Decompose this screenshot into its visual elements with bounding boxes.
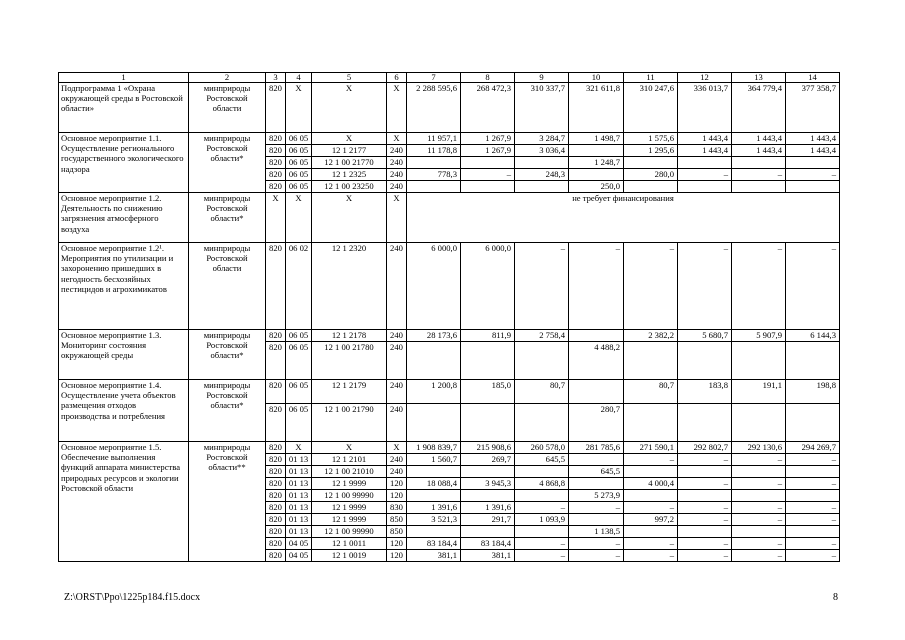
section-code: 06 05 xyxy=(286,145,312,157)
amount-cell xyxy=(407,526,461,538)
amount-cell: – xyxy=(624,502,678,514)
amount-cell: – xyxy=(461,169,515,181)
amount-cell: – xyxy=(786,514,840,526)
amount-cell: – xyxy=(786,169,840,181)
amount-cell xyxy=(678,526,732,538)
block-executor: минприроды Ростовской области* xyxy=(189,380,266,442)
amount-cell: – xyxy=(569,243,624,330)
grbs-code: 820 xyxy=(266,145,286,157)
amount-cell xyxy=(624,404,678,442)
amount-cell xyxy=(407,342,461,380)
expense-type: 240 xyxy=(387,145,407,157)
amount-cell: – xyxy=(569,550,624,562)
amount-cell: – xyxy=(515,550,569,562)
header-cell: 14 xyxy=(786,73,840,83)
amount-cell: – xyxy=(786,478,840,490)
amount-cell: – xyxy=(678,538,732,550)
section-code: 06 05 xyxy=(286,342,312,380)
expense-type: Х xyxy=(387,442,407,454)
table-row xyxy=(59,442,840,454)
amount-cell: 18 088,4 xyxy=(407,478,461,490)
amount-cell xyxy=(786,490,840,502)
table-row xyxy=(59,83,840,133)
expense-type: 240 xyxy=(387,181,407,193)
target-code: 12 1 9999 xyxy=(312,502,387,514)
amount-cell: 294 269,7 xyxy=(786,442,840,454)
header-cell: 1 xyxy=(59,73,189,83)
amount-cell xyxy=(624,157,678,169)
grbs-code: 820 xyxy=(266,490,286,502)
amount-cell xyxy=(678,181,732,193)
expense-type: 850 xyxy=(387,514,407,526)
grbs-code: 820 xyxy=(266,181,286,193)
grbs-code: 820 xyxy=(266,169,286,181)
amount-cell: – xyxy=(515,243,569,330)
grbs-code: 820 xyxy=(266,243,286,330)
amount-cell: 811,9 xyxy=(461,330,515,342)
expense-type: 240 xyxy=(387,404,407,442)
header-cell: 9 xyxy=(515,73,569,83)
expense-type: 240 xyxy=(387,330,407,342)
amount-cell: 321 611,8 xyxy=(569,83,624,133)
section-code: 04 05 xyxy=(286,538,312,550)
header-cell: 11 xyxy=(624,73,678,83)
expense-type: 120 xyxy=(387,478,407,490)
block-executor: минприроды Ростовской области xyxy=(189,83,266,133)
amount-cell: 3 284,7 xyxy=(515,133,569,145)
amount-cell: 381,1 xyxy=(407,550,461,562)
amount-cell: 5 680,7 xyxy=(678,330,732,342)
amount-cell xyxy=(624,490,678,502)
expense-type: 850 xyxy=(387,526,407,538)
amount-cell: 1 443,4 xyxy=(732,133,786,145)
amount-cell: 381,1 xyxy=(461,550,515,562)
amount-cell: 778,3 xyxy=(407,169,461,181)
header-cell: 12 xyxy=(678,73,732,83)
table-body xyxy=(59,73,840,562)
amount-cell: 260 578,0 xyxy=(515,442,569,454)
amount-cell: 1 498,7 xyxy=(569,133,624,145)
amount-cell: 28 173,6 xyxy=(407,330,461,342)
section-code: 01 13 xyxy=(286,514,312,526)
section-code: 01 13 xyxy=(286,466,312,478)
table-row xyxy=(59,330,840,342)
amount-cell: – xyxy=(678,502,732,514)
amount-cell: 280,0 xyxy=(624,169,678,181)
amount-cell xyxy=(732,526,786,538)
amount-cell: – xyxy=(786,454,840,466)
target-code: 12 1 0019 xyxy=(312,550,387,562)
amount-cell: 83 184,4 xyxy=(407,538,461,550)
grbs-code: Х xyxy=(266,193,286,243)
grbs-code: 820 xyxy=(266,502,286,514)
section-code: Х xyxy=(286,193,312,243)
expense-type: Х xyxy=(387,133,407,145)
amount-cell xyxy=(407,466,461,478)
amount-cell: 5 273,9 xyxy=(569,490,624,502)
amount-cell: – xyxy=(678,550,732,562)
amount-cell: 1 391,6 xyxy=(407,502,461,514)
amount-cell xyxy=(461,157,515,169)
amount-cell: 1 443,4 xyxy=(786,133,840,145)
grbs-code: 820 xyxy=(266,157,286,169)
amount-cell xyxy=(515,526,569,538)
target-code: 12 1 00 21780 xyxy=(312,342,387,380)
amount-cell: 1 575,6 xyxy=(624,133,678,145)
header-cell: 6 xyxy=(387,73,407,83)
amount-cell xyxy=(732,342,786,380)
target-code: Х xyxy=(312,83,387,133)
amount-cell xyxy=(786,181,840,193)
amount-cell: 2 758,4 xyxy=(515,330,569,342)
amount-cell xyxy=(461,466,515,478)
amount-cell: 6 144,3 xyxy=(786,330,840,342)
amount-cell: – xyxy=(678,454,732,466)
block-title: Основное мероприятие 1.2. Деятельность по снижению загрязнения атмосферного воздуха xyxy=(59,193,189,243)
amount-cell xyxy=(786,404,840,442)
amount-cell: – xyxy=(732,502,786,514)
amount-cell xyxy=(569,330,624,342)
amount-cell: – xyxy=(786,243,840,330)
target-code: 12 1 2325 xyxy=(312,169,387,181)
section-code: 01 13 xyxy=(286,454,312,466)
block-executor: минприроды Ростовской области xyxy=(189,243,266,330)
header-cell: 4 xyxy=(286,73,312,83)
target-code: 12 1 2178 xyxy=(312,330,387,342)
target-code: 12 1 2179 xyxy=(312,380,387,404)
amount-cell xyxy=(515,466,569,478)
block-executor: минприроды Ростовской области* xyxy=(189,330,266,380)
amount-cell xyxy=(732,466,786,478)
amount-cell: – xyxy=(732,538,786,550)
amount-cell: 292 802,7 xyxy=(678,442,732,454)
amount-cell: – xyxy=(678,169,732,181)
amount-cell: – xyxy=(515,538,569,550)
target-code: 12 1 00 21770 xyxy=(312,157,387,169)
section-code: 01 13 xyxy=(286,490,312,502)
expense-type: 240 xyxy=(387,466,407,478)
amount-cell xyxy=(732,404,786,442)
amount-cell: – xyxy=(678,514,732,526)
block-title: Основное мероприятие 1.3. Мониторинг состояния окружающей среды xyxy=(59,330,189,380)
target-code: 12 1 00 23250 xyxy=(312,181,387,193)
amount-cell: – xyxy=(515,502,569,514)
amount-cell: – xyxy=(624,538,678,550)
section-code: Х xyxy=(286,83,312,133)
amount-cell xyxy=(624,342,678,380)
target-code: 12 1 9999 xyxy=(312,478,387,490)
expense-type: 120 xyxy=(387,490,407,502)
amount-cell: 1 443,4 xyxy=(732,145,786,157)
block-title: Основное мероприятие 1.4. Осуществление учета объектов размещения отходов производства и потребления xyxy=(59,380,189,442)
header-row xyxy=(59,73,840,83)
page-number: 8 xyxy=(833,592,838,603)
amount-cell: 364 779,4 xyxy=(732,83,786,133)
amount-cell: 2 288 595,6 xyxy=(407,83,461,133)
grbs-code: 820 xyxy=(266,466,286,478)
section-code: 01 13 xyxy=(286,502,312,514)
amount-cell: – xyxy=(624,550,678,562)
amount-cell xyxy=(624,466,678,478)
amount-cell: 3 036,4 xyxy=(515,145,569,157)
amount-cell: 4 488,2 xyxy=(569,342,624,380)
amount-cell: 250,0 xyxy=(569,181,624,193)
target-code: Х xyxy=(312,193,387,243)
target-code: 12 1 00 21010 xyxy=(312,466,387,478)
amount-cell xyxy=(678,157,732,169)
amount-cell: 1 443,4 xyxy=(786,145,840,157)
target-code: 12 1 0011 xyxy=(312,538,387,550)
amount-cell: 1 267,9 xyxy=(461,145,515,157)
amount-cell: 271 590,1 xyxy=(624,442,678,454)
amount-cell: 1 295,6 xyxy=(624,145,678,157)
amount-cell xyxy=(515,157,569,169)
amount-cell: – xyxy=(732,169,786,181)
block-executor: минприроды Ростовской области* xyxy=(189,133,266,193)
amount-cell xyxy=(569,380,624,404)
section-code: 06 05 xyxy=(286,157,312,169)
amount-cell: 5 907,9 xyxy=(732,330,786,342)
footer-file-path: Z:\ORST\Ppo\1225p184.f15.docx xyxy=(64,592,201,603)
grbs-code: 820 xyxy=(266,380,286,404)
target-code: 12 1 2320 xyxy=(312,243,387,330)
block-executor: минприроды Ростовской области* xyxy=(189,193,266,243)
amount-cell xyxy=(678,342,732,380)
table-row xyxy=(59,243,840,330)
grbs-code: 820 xyxy=(266,550,286,562)
amount-cell: 1 908 839,7 xyxy=(407,442,461,454)
header-cell: 13 xyxy=(732,73,786,83)
target-code: 12 1 00 21790 xyxy=(312,404,387,442)
amount-cell: – xyxy=(569,502,624,514)
grbs-code: 820 xyxy=(266,442,286,454)
section-code: 04 05 xyxy=(286,550,312,562)
expense-type: 240 xyxy=(387,157,407,169)
amount-cell: 191,1 xyxy=(732,380,786,404)
amount-cell xyxy=(407,181,461,193)
amount-cell xyxy=(461,490,515,502)
amount-cell xyxy=(569,478,624,490)
amount-cell: 2 382,2 xyxy=(624,330,678,342)
amount-cell xyxy=(407,157,461,169)
grbs-code: 820 xyxy=(266,342,286,380)
amount-cell xyxy=(461,404,515,442)
amount-cell xyxy=(678,466,732,478)
amount-cell: – xyxy=(624,243,678,330)
amount-cell xyxy=(461,342,515,380)
amount-cell xyxy=(461,526,515,538)
amount-cell: 1 138,5 xyxy=(569,526,624,538)
target-code: 12 1 00 99990 xyxy=(312,490,387,502)
target-code: 12 1 2101 xyxy=(312,454,387,466)
amount-cell xyxy=(786,466,840,478)
grbs-code: 820 xyxy=(266,404,286,442)
amount-cell xyxy=(569,454,624,466)
section-code: 01 13 xyxy=(286,478,312,490)
amount-cell: 1 391,6 xyxy=(461,502,515,514)
expense-type: 240 xyxy=(387,243,407,330)
expense-type: Х xyxy=(387,193,407,243)
amount-cell: 1 443,4 xyxy=(678,145,732,157)
amount-cell xyxy=(786,526,840,538)
amount-cell xyxy=(461,181,515,193)
amount-cell: 336 013,7 xyxy=(678,83,732,133)
target-code: 12 1 9999 xyxy=(312,514,387,526)
expense-type: 240 xyxy=(387,342,407,380)
target-code: 12 1 00 99990 xyxy=(312,526,387,538)
amount-cell xyxy=(678,404,732,442)
amount-cell: 11 178,8 xyxy=(407,145,461,157)
amount-cell: 185,0 xyxy=(461,380,515,404)
amount-cell xyxy=(515,181,569,193)
header-cell: 5 xyxy=(312,73,387,83)
section-code: 01 13 xyxy=(286,526,312,538)
amount-cell: – xyxy=(678,478,732,490)
amount-cell: 997,2 xyxy=(624,514,678,526)
amount-cell: 377 358,7 xyxy=(786,83,840,133)
amount-cell: 3 521,3 xyxy=(407,514,461,526)
target-code: 12 1 2177 xyxy=(312,145,387,157)
amount-cell xyxy=(678,490,732,502)
amount-cell: 80,7 xyxy=(624,380,678,404)
amount-cell: 310 247,6 xyxy=(624,83,678,133)
amount-cell: – xyxy=(786,538,840,550)
amount-cell: 280,7 xyxy=(569,404,624,442)
amount-cell: 269,7 xyxy=(461,454,515,466)
amount-cell xyxy=(407,404,461,442)
section-code: Х xyxy=(286,442,312,454)
amount-cell xyxy=(732,157,786,169)
amount-cell: 292 130,6 xyxy=(732,442,786,454)
block-title: Подпрограмма 1 «Охрана окружающей среды в Ростовской области» xyxy=(59,83,189,133)
table-row xyxy=(59,133,840,145)
section-code: 06 05 xyxy=(286,380,312,404)
amount-cell: 3 945,3 xyxy=(461,478,515,490)
amount-cell: 215 908,6 xyxy=(461,442,515,454)
section-code: 06 05 xyxy=(286,404,312,442)
amount-cell: – xyxy=(569,538,624,550)
section-code: 06 05 xyxy=(286,181,312,193)
expense-type: 240 xyxy=(387,454,407,466)
table-row xyxy=(59,380,840,404)
block-executor: минприроды Ростовской области** xyxy=(189,442,266,562)
expense-type: Х xyxy=(387,83,407,133)
amount-cell xyxy=(786,342,840,380)
budget-table xyxy=(58,72,840,562)
amount-cell: 6 000,0 xyxy=(407,243,461,330)
block-title: Основное мероприятие 1.2¹. Мероприятия по утилизации и захоронению пришедших в негодность бесхозяйных пестицидов и агрохимикатов xyxy=(59,243,189,330)
amount-cell: 310 337,7 xyxy=(515,83,569,133)
amount-cell xyxy=(569,169,624,181)
amount-cell: 1 200,8 xyxy=(407,380,461,404)
amount-cell: 645,5 xyxy=(569,466,624,478)
amount-cell: 1 248,7 xyxy=(569,157,624,169)
grbs-code: 820 xyxy=(266,526,286,538)
amount-cell: – xyxy=(732,478,786,490)
amount-cell: 80,7 xyxy=(515,380,569,404)
section-code: 06 02 xyxy=(286,243,312,330)
amount-cell: – xyxy=(786,550,840,562)
amount-cell xyxy=(624,181,678,193)
block-title: Основное мероприятие 1.5. Обеспечение выполнения функций аппарата министерства природных ресурсов и экологии Ростовской области xyxy=(59,442,189,562)
amount-cell xyxy=(407,490,461,502)
target-code: Х xyxy=(312,133,387,145)
amount-cell xyxy=(732,490,786,502)
amount-cell: 645,5 xyxy=(515,454,569,466)
expense-type: 830 xyxy=(387,502,407,514)
amount-cell xyxy=(624,526,678,538)
expense-type: 120 xyxy=(387,550,407,562)
header-cell: 10 xyxy=(569,73,624,83)
amount-cell xyxy=(569,514,624,526)
amount-cell: – xyxy=(732,514,786,526)
header-cell: 3 xyxy=(266,73,286,83)
grbs-code: 820 xyxy=(266,478,286,490)
amount-cell: 11 957,1 xyxy=(407,133,461,145)
section-code: 06 05 xyxy=(286,133,312,145)
amount-cell: 1 267,9 xyxy=(461,133,515,145)
grbs-code: 820 xyxy=(266,83,286,133)
amount-cell: – xyxy=(678,243,732,330)
amount-cell: – xyxy=(732,550,786,562)
block-title: Основное мероприятие 1.1. Осуществление регионального государственного экологического надзора xyxy=(59,133,189,193)
section-code: 06 05 xyxy=(286,169,312,181)
amount-cell xyxy=(515,342,569,380)
amount-cell: 1 093,9 xyxy=(515,514,569,526)
amount-cell: 281 785,6 xyxy=(569,442,624,454)
amount-cell: 1 443,4 xyxy=(678,133,732,145)
amount-cell: 83 184,4 xyxy=(461,538,515,550)
amount-cell: 4 000,4 xyxy=(624,478,678,490)
amount-cell: 268 472,3 xyxy=(461,83,515,133)
funding-note: не требует финансирования xyxy=(407,193,840,243)
grbs-code: 820 xyxy=(266,454,286,466)
amount-cell: – xyxy=(732,454,786,466)
amount-cell: 1 560,7 xyxy=(407,454,461,466)
amount-cell: – xyxy=(624,454,678,466)
amount-cell: 248,3 xyxy=(515,169,569,181)
header-cell: 2 xyxy=(189,73,266,83)
amount-cell: 198,8 xyxy=(786,380,840,404)
section-code: 06 05 xyxy=(286,330,312,342)
expense-type: 240 xyxy=(387,169,407,181)
amount-cell xyxy=(732,181,786,193)
table-row xyxy=(59,193,840,243)
grbs-code: 820 xyxy=(266,133,286,145)
target-code: Х xyxy=(312,442,387,454)
header-cell: 8 xyxy=(461,73,515,83)
grbs-code: 820 xyxy=(266,538,286,550)
amount-cell: – xyxy=(732,243,786,330)
header-cell: 7 xyxy=(407,73,461,83)
amount-cell: – xyxy=(786,502,840,514)
amount-cell: 4 868,8 xyxy=(515,478,569,490)
expense-type: 240 xyxy=(387,380,407,404)
amount-cell xyxy=(515,490,569,502)
grbs-code: 820 xyxy=(266,514,286,526)
amount-cell xyxy=(515,404,569,442)
grbs-code: 820 xyxy=(266,330,286,342)
amount-cell xyxy=(569,145,624,157)
amount-cell: 291,7 xyxy=(461,514,515,526)
expense-type: 120 xyxy=(387,538,407,550)
amount-cell xyxy=(786,157,840,169)
amount-cell: 183,8 xyxy=(678,380,732,404)
amount-cell: 6 000,0 xyxy=(461,243,515,330)
